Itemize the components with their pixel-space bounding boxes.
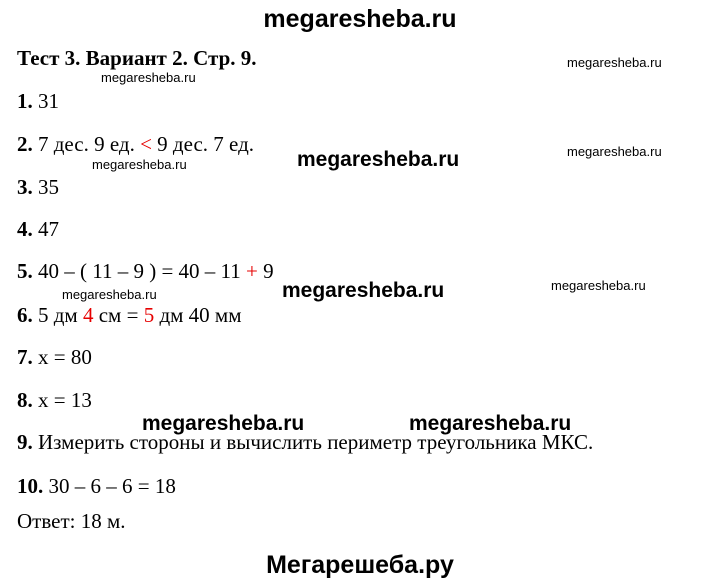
site-header: megaresheba.ru [263, 5, 457, 33]
answer-text: 7 дес. 9 ед. [38, 132, 135, 156]
answer-number: 6. [17, 303, 33, 327]
watermark: megaresheba.ru [551, 278, 646, 293]
answer-number: 1. [17, 89, 33, 113]
answer-text: x = 80 [38, 345, 92, 369]
answer-number: 5. [17, 259, 33, 283]
watermark: megaresheba.ru [567, 55, 662, 70]
site-footer: Мегарешеба.ру [266, 551, 454, 579]
watermark: megaresheba.ru [297, 148, 460, 171]
answer-text: см = [98, 303, 139, 327]
page-title: Тест 3. Вариант 2. Стр. 9. [17, 46, 257, 70]
answer-text: x = 13 [38, 388, 92, 412]
inserted-number: 4 [82, 303, 94, 327]
answer-number: 7. [17, 345, 33, 369]
watermark: megaresheba.ru [92, 157, 187, 172]
answer-text: 9 дес. 7 ед. [157, 132, 254, 156]
answer-text: 5 дм [38, 303, 78, 327]
answer-text: дм 40 мм [159, 303, 242, 327]
comparison-sign: < [140, 132, 152, 156]
answer-3 [17, 174, 59, 200]
inserted-number: 5 [143, 303, 155, 327]
watermark: megaresheba.ru [409, 412, 572, 435]
answer-number: 2. [17, 132, 33, 156]
answer-note: Ответ: 18 м. [17, 509, 126, 533]
answer-5 [17, 258, 274, 284]
answer-text: 9 [263, 259, 274, 283]
answer-4 [17, 216, 59, 242]
operator-sign: + [246, 259, 258, 283]
answer-number: 3. [17, 175, 33, 199]
answer-1 [17, 88, 59, 114]
answer-2 [17, 131, 254, 157]
watermark: megaresheba.ru [101, 70, 196, 85]
watermark: megaresheba.ru [62, 287, 157, 302]
answer-8 [17, 387, 92, 413]
answer-10 [17, 473, 176, 499]
answer-number: 8. [17, 388, 33, 412]
watermark: megaresheba.ru [142, 412, 305, 435]
answer-6 [17, 302, 242, 328]
watermark: megaresheba.ru [282, 279, 445, 302]
answer-text: Измерить стороны и вычислить периметр треугольника МКС. [38, 430, 594, 454]
answer-number: 10. [17, 474, 44, 498]
answer-text: 35 [38, 175, 59, 199]
answer-number: 4. [17, 217, 33, 241]
answer-7 [17, 344, 92, 370]
watermark: megaresheba.ru [567, 144, 662, 159]
answer-text: 40 – ( 11 – 9 ) = 40 – 11 [38, 259, 241, 283]
answer-text: 47 [38, 217, 59, 241]
answer-9 [17, 429, 593, 455]
answer-number: 9. [17, 430, 33, 454]
answer-text: 31 [38, 89, 59, 113]
answer-text: 30 – 6 – 6 = 18 [48, 474, 176, 498]
